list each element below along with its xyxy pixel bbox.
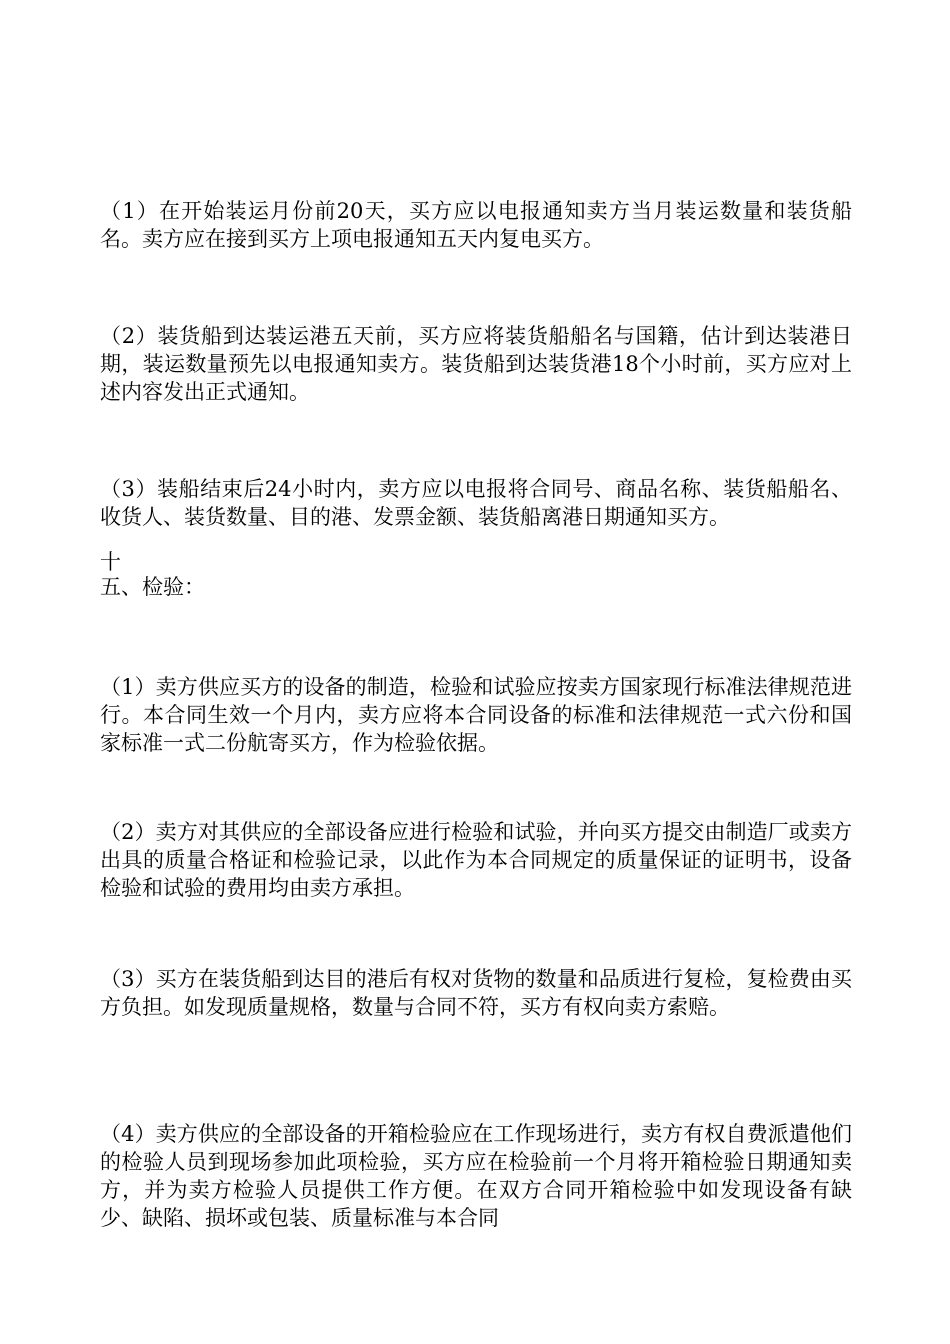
shipping-clause-3: （3）装船结束后24小时内，卖方应以电报将合同号、商品名称、装货船船名、收货人、装货数量、目的港、发票金额、装货船离港日期通知买方。: [100, 477, 852, 529]
inspection-clause-4: （4）卖方供应的全部设备的开箱检验应在工作现场进行，卖方有权自费派遣他们的检验人员到现场参加此项检验，买方应在检验前一个月将开箱检验日期通知卖方，并为卖方检验人员提供工作方便。在双方合同开箱检验中如发现设备有缺少、缺陷、损坏或包装、质量标准与本合同: [100, 1122, 852, 1230]
inspection-clause-3: （3）买方在装货船到达目的港后有权对货物的数量和品质进行复检，复检费由买方负担。如发现质量规格，数量与合同不符，买方有权向卖方索赔。: [100, 967, 852, 1019]
shipping-clause-1: （1）在开始装运月份前20天，买方应以电报通知卖方当月装运数量和装货船名。卖方应在接到买方上项电报通知五天内复电买方。: [100, 199, 852, 251]
section-heading-inspection: 五、检验：: [100, 575, 205, 599]
shipping-clause-2: （2）装货船到达装运港五天前，买方应将装货船船名与国籍，估计到达装港日期，装运数量预先以电报通知卖方。装货船到达装货港18个小时前，买方应对上述内容发出正式通知。: [100, 324, 852, 404]
inspection-clause-2: （2）卖方对其供应的全部设备应进行检验和试验，并向买方提交由制造厂或卖方出具的质量合格证和检验记录，以此作为本合同规定的质量保证的证明书，设备检验和试验的费用均由卖方承担。: [100, 820, 852, 900]
inspection-clause-1: （1）卖方供应买方的设备的制造，检验和试验应按卖方国家现行标准法律规范进行。本合同生效一个月内，卖方应将本合同设备的标准和法律规范一式六份和国家标准一式二份航寄买方，作为检验依据。: [100, 675, 852, 755]
stray-character: 十: [100, 550, 121, 574]
